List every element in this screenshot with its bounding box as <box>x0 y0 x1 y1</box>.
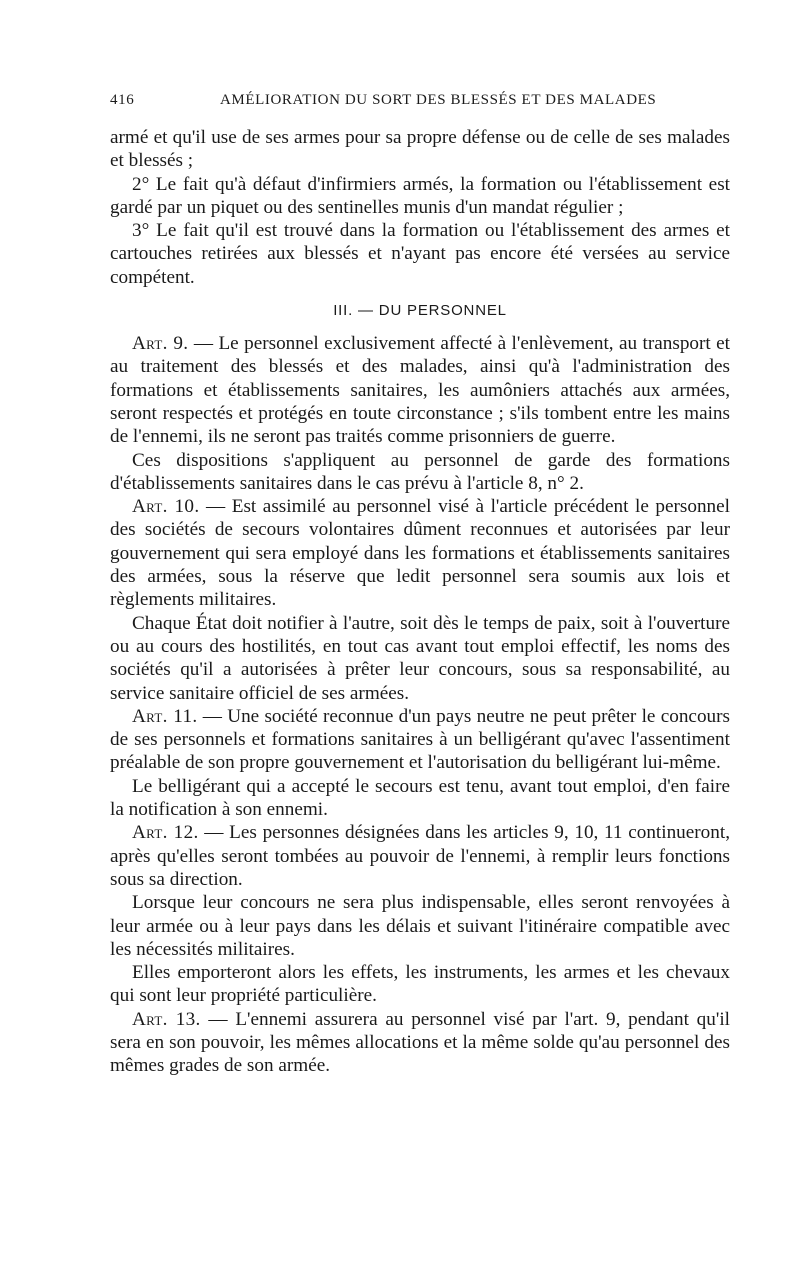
paragraph: Le belligérant qui a accepté le secours est tenu, avant tout emploi, d'en faire la notification à son ennemi. <box>110 775 730 821</box>
running-title: AMÉLIORATION DU SORT DES BLESSÉS ET DES MALADES <box>220 92 657 108</box>
article-10 <box>110 495 730 611</box>
article-text: — L'ennemi assurera au personnel visé par l'art. 9, pendant qu'il sera en son pouvoir, les mêmes allocations et la même solde qu'au personnel des mêmes grades de son armée. <box>110 1008 730 1077</box>
article-label: Art. 12. <box>132 822 199 844</box>
section-heading: III. — DU PERSONNEL <box>333 302 507 320</box>
article-label: Art. 13. <box>132 1008 201 1030</box>
article-12 <box>110 821 730 891</box>
paragraph-item-2: 2° Le fait qu'à défaut d'infirmiers armés, la formation ou l'établissement est gardé par un piquet ou des sentinelles munis d'un mandat régulier ; <box>110 173 730 218</box>
article-label: Art. 9. <box>132 333 189 355</box>
article-text: — Une société reconnue d'un pays neutre ne peut prêter le concours de ses personnels et formations sanitaires à un belligérant qu'avec l'assentiment préalable de son propre gouvernement et l'autorisation du belligérant lui-même. <box>110 705 730 774</box>
article-11 <box>110 705 730 775</box>
article-text: — Le personnel exclusivement affecté à l'enlèvement, au transport et au traitement des blessés et des malades, ainsi qu'à l'administration des formations et établissements sanitaires, les aumôniers attachés aux armées, seront respectés et protégés en toute circonstance ; s'ils tombent entre les mains de l'ennemi, ils ne seront pas traités comme prisonniers de guerre. <box>110 333 730 448</box>
paragraph-item-3: 3° Le fait qu'il est trouvé dans la formation ou l'établissement des armes et cartouches retirées aux blessés et n'ayant pas encore été versées au service compétent. <box>110 220 730 288</box>
paragraph-continued: armé et qu'il use de ses armes pour sa propre défense ou de celle de ses malades et blessés ; <box>110 127 730 172</box>
running-head <box>110 92 688 114</box>
paragraph: Elles emporteront alors les effets, les instruments, les armes et les chevaux qui sont leur propriété particulière. <box>110 962 730 1007</box>
paragraph: Chaque État doit notifier à l'autre, soit dès le temps de paix, soit à l'ouverture ou au cours des hostilités, en tout cas avant tout emploi effectif, les noms des sociétés qu'il a autorisées à prêter leur concours, sous sa responsabilité, au service sanitaire officiel de ses armées. <box>110 612 730 704</box>
paragraph: Lorsque leur concours ne sera plus indispensable, elles seront renvoyées à leur armée ou à leur pays dans les délais et suivant l'itinéraire compatible avec les nécessités militaires. <box>110 892 730 960</box>
article-label: Art. 11. <box>132 705 198 727</box>
page-number: 416 <box>110 92 135 108</box>
article-9 <box>110 332 730 448</box>
paragraph: Ces dispositions s'appliquent au personnel de garde des formations d'établissements sanitaires dans le cas prévu à l'article 8, n° 2. <box>110 449 730 494</box>
article-label: Art. 10. <box>132 496 200 518</box>
article-13 <box>110 1008 730 1078</box>
article-text: — Est assimilé au personnel visé à l'article précédent le personnel des sociétés de secours volontaires dûment reconnues et autorisées par leur gouvernement qui sera employé dans les formations et établissements sanitaires des armées, sous la réserve que ledit personnel sera soumis aux lois et règlements militaires. <box>110 496 731 611</box>
article-text: — Les personnes désignées dans les articles 9, 10, 11 continueront, après qu'elles seront tombées au pouvoir de l'ennemi, à remplir leurs fonctions sous sa direction. <box>110 822 730 890</box>
body-text <box>110 126 730 1078</box>
